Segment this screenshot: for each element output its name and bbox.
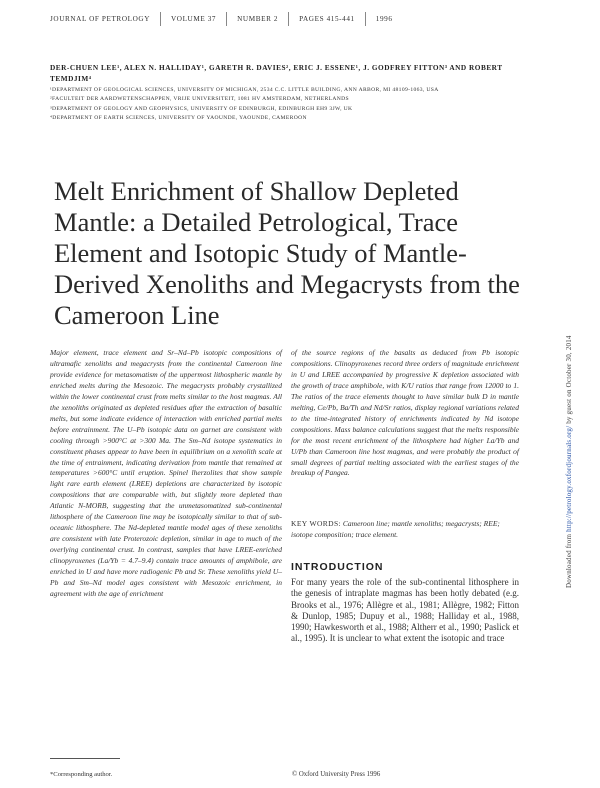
journal-header [50,8,540,30]
article-title: Melt Enrichment of Shallow Depleted Mantle: a Detailed Petrological, Trace Element and Isotopic Study of Mantle-Derived Xenoliths and Megacrysts from the Cameroon Line [54,176,520,330]
abstract-column-2: of the source regions of the basalts as deduced from Pb isotopic compositions. Clinopyroxenes record three orders of magnitude enrichment in U and LREE accompanied by progressive K depletion associated with the growth of trace amphibole, with K/U ratios that range from 12000 to 1. The ratios of the trace elements thought to have similar bulk D in mantle melting, Ce/Pb, Ba/Th and Nd/Sr ratios, display regional variations related to the time-integrated history of enrichments indicated by Nd isotope compositions. Mass balance calculations suggest that the melts responsible for the most recent enrichment of the lithosphere had higher La/Yb and U/Pb than Cameroon line host magmas, and were probably the product of small degrees of partial melting associated with the earliest stages of the breakup of Pangea. [291,348,519,478]
download-watermark [565,335,573,588]
keywords-text: Cameroon line; mantle xenoliths; megacrysts; REE; isotope composition; trace element. [291,519,500,539]
introduction-heading: INTRODUCTION [291,561,384,573]
journal-year: 1996 [375,15,393,23]
affiliation-list [50,86,520,124]
download-prefix: Downloaded from [565,531,573,588]
download-link[interactable]: http://petrology.oxfordjournals.org/ [565,425,573,532]
affiliation-3: ³DEPARTMENT OF GEOLOGY AND GEOPHYSICS, UNIVERSITY OF EDINBURGH, EDINBURGH EH9 3JW, UK [50,105,353,112]
affiliation-2: ²FACULTEIT DER AARDWETENSCHAPPEN, VRIJE UNIVERSITEIT, 1081 HV AMSTERDAM, NETHERLANDS [50,96,350,103]
introduction-body: For many years the role of the sub-continental lithosphere in the genesis of intraplate magmas has been hotly debated (e.g. Brooks et al., 1976; Allègre et al., 1981; Allègre, 1982; Fitton & Dunlop, 1985; Dupuy et al., 1988; Halliday et al., 1988, 1990; Hawkesworth et al., 1988; Altherr et al., 1990; Paslick et al., 1995). It is unclear to what extent the isotopic and trace [291,577,519,644]
journal-pages: PAGES 415-441 [289,12,366,26]
journal-name: JOURNAL OF PETROLOGY [50,12,161,26]
journal-volume: VOLUME 37 [161,12,227,26]
footnote-divider [50,758,120,759]
keywords-label: KEY WORDS: [291,519,342,528]
abstract-column-1: Major element, trace element and Sr–Nd–Pb isotopic compositions of ultramafic xenoliths and megacrysts from the continental Cameroon line provide evidence for metasomatism of the uppermost lithospheric mantle by enriched melts during the Mesozoic. The megacrysts probably crystallized within the lower continental crust from melts similar to the host magmas. All the xenoliths originated as depleted residues after the extraction of basaltic melts, but some indicate evidence of interaction with enriched partial melts before entrainment. The U–Pb isotopic data on garnet are consistent with cooling through >900°C at >300 Ma. The Sm–Nd isotope systematics in constituent phases appear to have been in equilibrium on a xenolith scale at the time of entrainment, indicating derivation from mantle that remained at temperatures >600°C until eruption. Spinel lherzolites that show sample light rare earth element (LREE) depletions are characterized by isotopic compositions that are comparable with, but slightly more depleted than Atlantic N-MORB, suggesting that the unmetasomatized sub-continental lithosphere of the Cameroon line may be isotopically similar to that of sub-oceanic lithosphere. The Nd-depleted mantle model ages of these xenoliths are consistent with late Proterozoic depletion, similar in age to much of the overlying continental crust. In contrast, samples that have LREE-enriched clinopyroxenes (La/Yb = 4.7–9.4) contain trace amounts of amphibole, are enriched in U and have more radiogenic Pb and Sr. These xenoliths yield U–Pb and Sm–Nd model ages consistent with Mesozoic enrichment, in agreement with the age of enrichment [50,348,282,598]
author-list: DER-CHUEN LEE¹, ALEX N. HALLIDAY¹, GARETH R. DAVIES², ERIC J. ESSENE¹, J. GODFREY FITTON³ AND ROBERT TEMDJIM⁴ [50,63,503,83]
corresponding-author-footnote: *Corresponding author. [50,771,113,778]
copyright-notice: © Oxford University Press 1996 [292,771,381,778]
keywords [291,519,519,541]
affiliation-4: ⁴DEPARTMENT OF EARTH SCIENCES, UNIVERSITY OF YAOUNDE, YAOUNDE, CAMEROON [50,115,307,122]
journal-number: NUMBER 2 [227,12,289,26]
affiliation-1: ¹DEPARTMENT OF GEOLOGICAL SCIENCES, UNIVERSITY OF MICHIGAN, 2534 C.C. LITTLE BUILDING, ANN ARBOR, MI 48109-1063, USA [50,87,439,93]
download-suffix: by guest on October 30, 2014 [565,335,573,426]
